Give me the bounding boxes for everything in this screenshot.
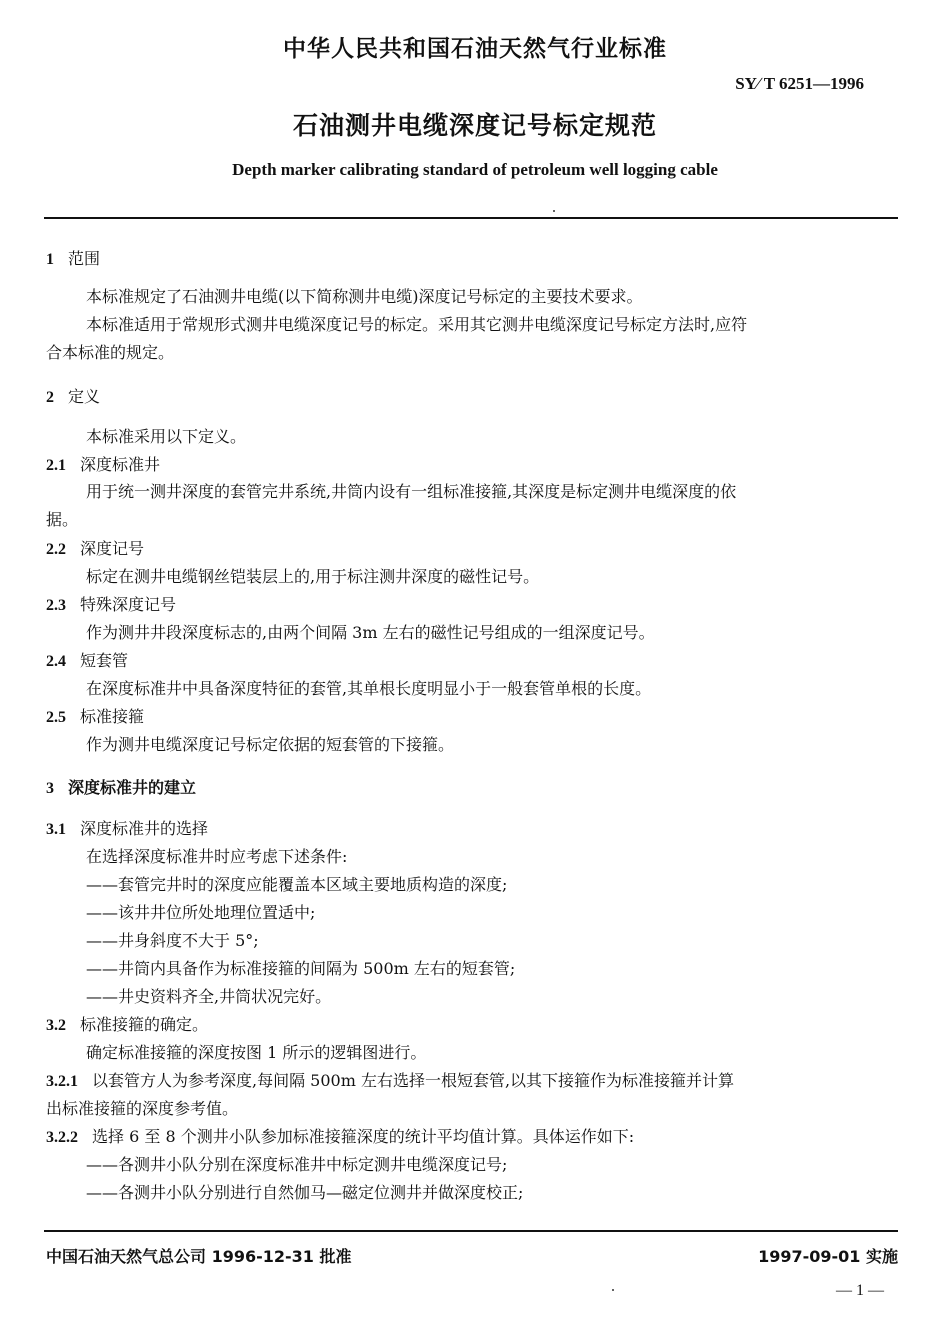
section-2-1-heading	[46, 455, 160, 476]
section-3-2-heading	[46, 1015, 208, 1036]
section-3-heading	[46, 778, 196, 799]
list-item: ——井筒内具备作为标准接箍的间隔为 500m 左右的短套管;	[86, 959, 516, 978]
section-title: 范围	[68, 249, 101, 268]
section-2-heading	[46, 387, 100, 408]
industry-standard-heading: 中华人民共和国石油天然气行业标准	[283, 36, 667, 62]
footer-rule	[44, 1230, 898, 1232]
section-number: 3.1	[46, 821, 66, 838]
standard-code: SY∕ T 6251—1996	[735, 74, 864, 93]
paragraph: 作为测井井段深度标志的,由两个间隔 3m 左右的磁性记号组成的一组深度记号。	[86, 623, 655, 642]
section-2-5-heading	[46, 707, 144, 728]
paragraph: 在选择深度标准井时应考虑下述条件:	[86, 847, 348, 866]
section-number: 2.4	[46, 653, 66, 670]
section-3-2-1-paragraph	[46, 1071, 734, 1092]
section-title: 深度标准井	[80, 455, 161, 474]
effective-date: 1997-09-01 实施	[758, 1247, 898, 1266]
section-title: 深度标准井的建立	[68, 778, 197, 797]
section-3-2-2-paragraph	[46, 1127, 634, 1148]
document-subtitle-en: Depth marker calibrating standard of petroleum well logging cable	[232, 160, 718, 179]
header-rule	[44, 217, 898, 219]
paragraph: 出标准接箍的深度参考值。	[46, 1099, 239, 1118]
section-number: 2	[46, 389, 54, 406]
page-number: — 1 —	[836, 1282, 884, 1299]
paragraph: 在深度标准井中具备深度特征的套管,其单根长度明显小于一般套管单根的长度。	[86, 679, 652, 698]
section-1-heading	[46, 249, 100, 270]
section-2-2-heading	[46, 539, 144, 560]
section-title: 定义	[68, 387, 101, 406]
section-3-1-heading	[46, 819, 208, 840]
paragraph: 合本标准的规定。	[46, 343, 175, 362]
paragraph: 作为测井电缆深度记号标定依据的短套管的下接箍。	[86, 735, 455, 754]
paragraph: 据。	[46, 510, 79, 529]
section-2-4-heading	[46, 651, 128, 672]
section-number: 3.2.1	[46, 1073, 78, 1090]
section-number: 2.1	[46, 457, 66, 474]
paragraph: 确定标准接箍的深度按图 1 所示的逻辑图进行。	[86, 1043, 427, 1062]
section-number: 3.2	[46, 1017, 66, 1034]
paragraph: 本标准规定了石油测井电缆(以下简称测井电缆)深度记号标定的主要技术要求。	[86, 287, 643, 306]
list-item: ——各测井小队分别在深度标准井中标定测井电缆深度记号;	[86, 1155, 508, 1174]
section-number: 3.2.2	[46, 1129, 78, 1146]
approval-note: 中国石油天然气总公司 1996-12-31 批准	[46, 1247, 352, 1266]
section-title: 短套管	[80, 651, 129, 670]
section-2-3-heading	[46, 595, 176, 616]
section-title: 深度标准井的选择	[80, 819, 209, 838]
section-title: 标准接箍	[80, 707, 145, 726]
paragraph: 用于统一测井深度的套管完井系统,井筒内设有一组标准接箍,其深度是标定测井电缆深度的依	[86, 482, 737, 501]
paragraph: 标定在测井电缆钢丝铠装层上的,用于标注测井深度的磁性记号。	[86, 567, 540, 586]
list-item: ——套管完井时的深度应能覆盖本区域主要地质构造的深度;	[86, 875, 508, 894]
list-item: ——各测井小队分别进行自然伽马—磁定位测井并做深度校正;	[86, 1183, 524, 1202]
paragraph-text: 选择 6 至 8 个测井小队参加标准接箍深度的统计平均值计算。具体运作如下:	[92, 1127, 635, 1146]
list-item: ——井史资料齐全,井筒状况完好。	[86, 987, 332, 1006]
paragraph: 本标准采用以下定义。	[86, 427, 247, 446]
section-number: 2.3	[46, 597, 66, 614]
paragraph-text: 以套管方人为参考深度,每间隔 500m 左右选择一根短套管,以其下接箍作为标准接箍并计算	[92, 1071, 735, 1090]
scan-speck	[612, 1289, 614, 1291]
section-number: 1	[46, 251, 54, 268]
section-title: 特殊深度记号	[80, 595, 177, 614]
section-title: 深度记号	[80, 539, 145, 558]
section-number: 2.5	[46, 709, 66, 726]
section-number: 2.2	[46, 541, 66, 558]
scan-speck	[553, 210, 555, 212]
paragraph: 本标准适用于常规形式测井电缆深度记号的标定。采用其它测井电缆深度记号标定方法时,应符	[86, 315, 748, 334]
section-number: 3	[46, 780, 54, 797]
list-item: ——井身斜度不大于 5°;	[86, 931, 259, 950]
document-title: 石油测井电缆深度记号标定规范	[292, 111, 657, 140]
list-item: ——该井井位所处地理位置适中;	[86, 903, 316, 922]
section-title: 标准接箍的确定。	[80, 1015, 209, 1034]
